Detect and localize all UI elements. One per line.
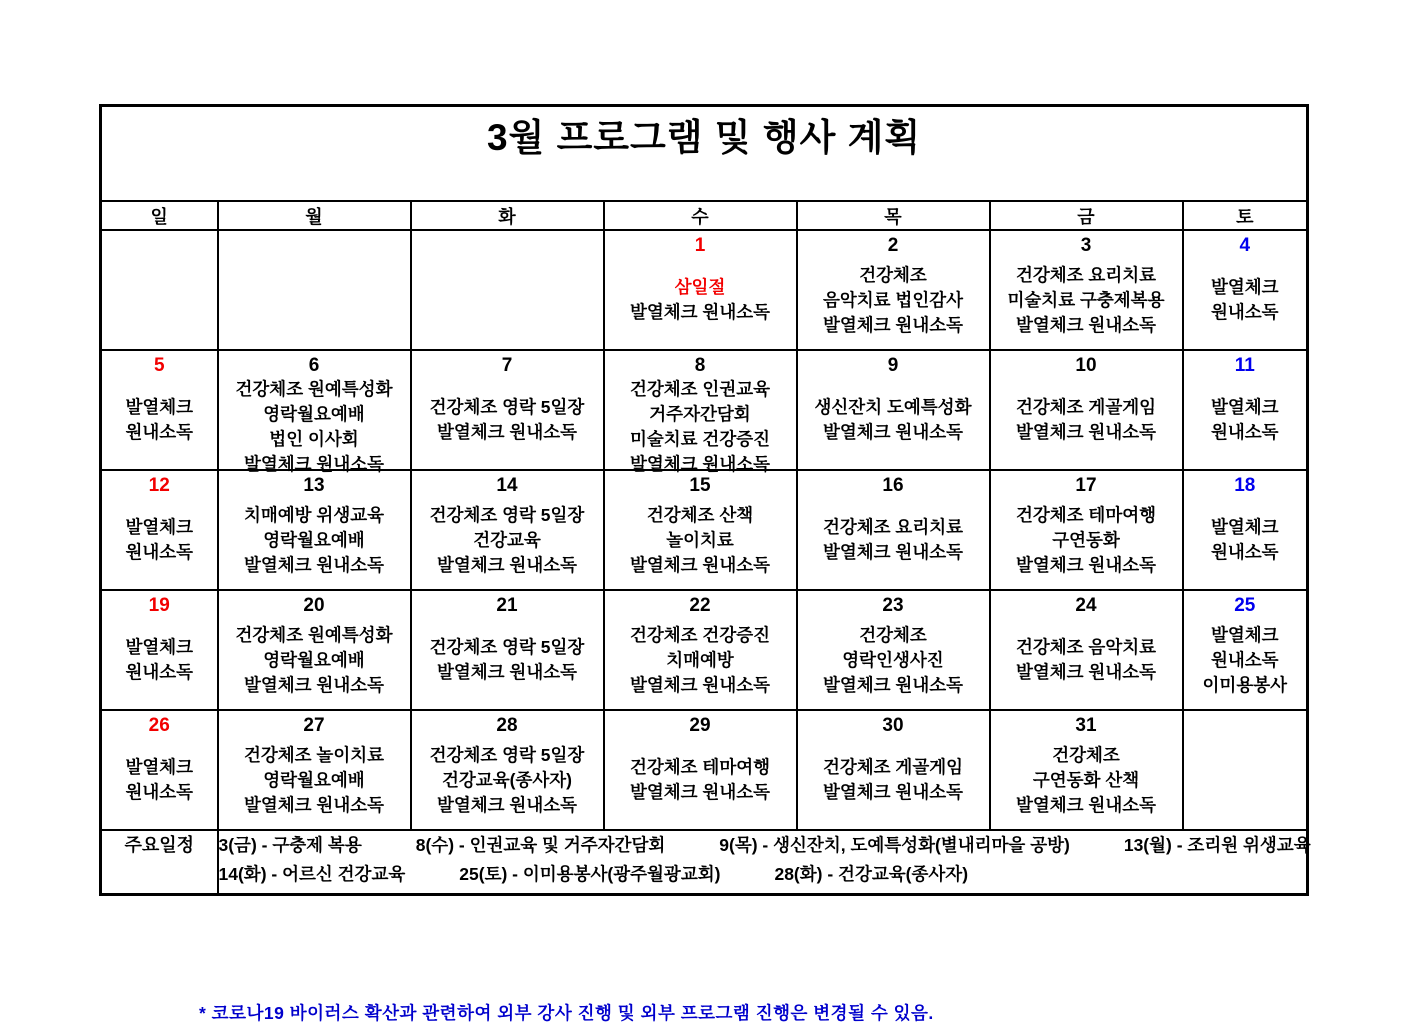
calendar-table: [99, 104, 1309, 896]
day-events: [1184, 377, 1307, 469]
event-line: 영락월요예배: [263, 404, 365, 424]
day-number: 22: [689, 595, 711, 616]
event-line: 원내소독: [125, 542, 194, 562]
event-line: 발열체크 원내소독: [1015, 422, 1157, 442]
day-number: 4: [1239, 235, 1251, 256]
day-number: 3: [1080, 235, 1092, 256]
day-cell-inner: [1184, 231, 1307, 349]
event-line: 놀이치료: [666, 529, 734, 550]
day-cell-inner: [798, 231, 989, 349]
event-line: 발열체크 원내소독: [436, 794, 578, 815]
event-line: 건강체조 영락 5일장: [429, 744, 585, 765]
day-cell-12: [101, 470, 218, 590]
day-number: 9: [887, 355, 899, 376]
week-row-3: [101, 470, 1308, 590]
footer-schedule-line-2: [219, 860, 1307, 889]
footer-schedule-entry: 9(목) - 생신잔치, 도예특성화(별내리마을 공방): [719, 835, 1070, 855]
day-number: 6: [308, 355, 320, 376]
day-cell-inner: [102, 231, 217, 349]
day-cell-inner: [412, 351, 603, 469]
event-line: 건강체조 영락 5일장: [429, 504, 585, 525]
event-line: 발열체크 원내소독: [822, 314, 964, 335]
day-cell-inner: [991, 471, 1182, 589]
event-line: 건강체조 원예특성화: [235, 379, 393, 399]
day-cell-inner: [412, 231, 603, 349]
event-line: 건강체조 영락 5일장: [429, 637, 585, 657]
day-number: 1: [694, 235, 706, 256]
event-line: 원내소독: [125, 782, 194, 802]
event-line: 원내소독: [1210, 542, 1279, 562]
event-line: 발열체크 원내소독: [1015, 554, 1157, 575]
day-cell-inner: [412, 591, 603, 709]
day-number: 8: [694, 355, 706, 376]
day-cell-inner: [219, 711, 410, 829]
event-line: 음악치료 법인감사: [822, 289, 964, 310]
day-cell-inner: [1184, 471, 1307, 589]
day-events: [412, 617, 603, 709]
day-cell-inner: [991, 711, 1182, 829]
event-line: 이미용봉사: [1202, 674, 1288, 695]
day-number: 23: [882, 595, 904, 616]
weekday-header-row: [101, 201, 1308, 230]
day-number: 2: [887, 235, 899, 256]
day-number: 20: [303, 595, 325, 616]
day-cell-inner: [102, 471, 217, 589]
day-number: 28: [496, 715, 518, 736]
footer-row: [101, 830, 1308, 894]
day-number: 19: [148, 595, 170, 616]
day-events: [991, 377, 1182, 469]
day-cell-inner: [219, 351, 410, 474]
title-row: [101, 106, 1308, 202]
day-cell-15: [604, 470, 797, 590]
day-events: [798, 377, 989, 469]
event-line: 치매예방 위생교육: [243, 504, 385, 525]
day-events: [991, 497, 1182, 589]
day-cell-31: [990, 710, 1183, 830]
event-line: 발열체크 원내소독: [243, 794, 385, 815]
day-events: [412, 737, 603, 829]
day-events: [102, 737, 217, 829]
event-line: 건강체조 산책: [646, 504, 754, 525]
day-cell-inner: [605, 711, 796, 829]
day-cell-inner: [991, 231, 1182, 349]
day-cell-inner: [219, 231, 410, 349]
week-row-5: [101, 710, 1308, 830]
day-cell-26: [101, 710, 218, 830]
day-cell-inner: [102, 351, 217, 469]
footer-schedule-entry: 25(토) - 이미용봉사(광주월광교회): [459, 864, 721, 884]
weekday-header-4: 목: [797, 201, 990, 230]
day-number: 7: [501, 355, 513, 376]
event-line: 건강체조: [859, 624, 927, 645]
day-events: [798, 617, 989, 709]
day-cell-empty: [218, 230, 411, 350]
event-line: 발열체크 원내소독: [629, 674, 771, 695]
event-line: 건강교육(종사자): [442, 769, 572, 790]
event-line: 발열체크: [125, 397, 194, 417]
event-line: 미술치료 건강증진: [629, 429, 771, 449]
day-number: 13: [303, 475, 325, 496]
day-number: 10: [1075, 355, 1097, 376]
day-number: 27: [303, 715, 325, 736]
day-cell-inner: [412, 471, 603, 589]
day-events: [991, 617, 1182, 709]
day-events: [219, 497, 410, 589]
day-events: [412, 377, 603, 469]
event-line: 발열체크 원내소독: [1015, 794, 1157, 815]
day-number: 17: [1075, 475, 1097, 496]
event-line: 원내소독: [125, 422, 194, 442]
day-cell-inner: [219, 591, 410, 709]
day-cell-16: [797, 470, 990, 590]
day-cell-inner: [991, 591, 1182, 709]
event-line: 발열체크 원내소독: [822, 422, 964, 442]
day-cell-inner: [102, 711, 217, 829]
day-number: 11: [1234, 355, 1255, 376]
day-events: [219, 377, 410, 483]
day-events: [605, 617, 796, 709]
day-cell-19: [101, 590, 218, 710]
day-cell-24: [990, 590, 1183, 710]
event-line: 건강체조 테마여행: [629, 757, 771, 777]
day-cell-3: [990, 230, 1183, 350]
day-cell-inner: [991, 351, 1182, 469]
day-cell-inner: [605, 591, 796, 709]
event-line: 건강체조 인권교육: [629, 379, 771, 399]
footer-schedule-content: [218, 830, 1311, 894]
event-line: 원내소독: [125, 662, 194, 682]
day-events: [102, 617, 217, 709]
event-line: 발열체크: [125, 757, 194, 777]
day-cell-empty: [101, 230, 218, 350]
event-line: 원내소독: [1210, 422, 1279, 442]
event-line: 발열체크: [1210, 517, 1279, 537]
event-line: 미술치료 구충제복용: [1007, 289, 1165, 310]
weekday-header-2: 화: [411, 201, 604, 230]
event-line: 건강체조 원예특성화: [235, 624, 393, 645]
day-cell-inner: [605, 351, 796, 474]
event-line: 발열체크 원내소독: [436, 662, 578, 682]
event-line: 건강체조 요리치료: [1015, 264, 1157, 285]
event-line: 건강체조: [859, 264, 927, 285]
event-line: 법인 이사회: [269, 429, 359, 449]
event-line: 건강체조 요리치료: [822, 517, 964, 537]
day-cell-29: [604, 710, 797, 830]
event-line: 영락월요예배: [263, 649, 365, 670]
day-cell-4: [1183, 230, 1308, 350]
day-events: [605, 497, 796, 589]
day-cell-2: [797, 230, 990, 350]
event-line: 발열체크 원내소독: [243, 454, 385, 474]
week-row-2: [101, 350, 1308, 470]
day-cell-13: [218, 470, 411, 590]
event-line: 발열체크 원내소독: [243, 554, 385, 575]
event-line: 발열체크 원내소독: [1015, 662, 1157, 682]
day-events: [991, 737, 1182, 829]
day-cell-inner: [1184, 711, 1307, 829]
event-line: 치매예방: [666, 649, 734, 670]
event-line: 영락인생사진: [842, 649, 944, 670]
day-events: [219, 737, 410, 829]
event-line: 원내소독: [1210, 302, 1279, 322]
event-line: 건강체조 게골게임: [1015, 397, 1157, 417]
day-number: 24: [1075, 595, 1097, 616]
event-line: 건강교육: [473, 529, 541, 550]
day-number: 21: [496, 595, 518, 616]
event-line: 건강체조 건강증진: [629, 624, 771, 645]
day-cell-30: [797, 710, 990, 830]
day-events: [991, 257, 1182, 349]
event-line: 발열체크 원내소독: [629, 454, 771, 474]
event-line: 발열체크 원내소독: [629, 302, 771, 322]
day-cell-inner: [798, 471, 989, 589]
day-number: 5: [153, 355, 165, 376]
day-events: [219, 617, 410, 709]
day-cell-inner: [102, 591, 217, 709]
event-line: 발열체크: [1210, 277, 1279, 297]
day-number: 30: [882, 715, 904, 736]
day-number: 31: [1075, 715, 1097, 736]
day-events: [1184, 497, 1307, 589]
footer-schedule-entry: 8(수) - 인권교육 및 거주자간담회: [415, 835, 666, 855]
day-number: 14: [496, 475, 518, 496]
day-events: [412, 497, 603, 589]
day-events: [102, 377, 217, 469]
day-cell-25: [1183, 590, 1308, 710]
event-line: 건강체조 게골게임: [822, 757, 964, 777]
covid-note: * 코로나19 바이러스 확산과 관련하여 외부 강사 진행 및 외부 프로그램 진행은 변경될 수 있음.: [199, 1003, 934, 1023]
day-number: 29: [689, 715, 711, 736]
day-cell-inner: [605, 231, 796, 349]
day-number: 26: [148, 715, 170, 736]
day-events: [1184, 617, 1307, 709]
day-cell-18: [1183, 470, 1308, 590]
event-line: 발열체크 원내소독: [436, 554, 578, 575]
event-line: 건강체조 영락 5일장: [429, 397, 585, 417]
day-cell-22: [604, 590, 797, 710]
day-cell-11: [1183, 350, 1308, 470]
day-cell-27: [218, 710, 411, 830]
event-line: 발열체크 원내소독: [822, 674, 964, 695]
event-line: 발열체크: [1210, 397, 1279, 417]
day-cell-28: [411, 710, 604, 830]
day-cell-9: [797, 350, 990, 470]
footer-label: 주요일정: [101, 830, 218, 894]
event-line: 원내소독: [1210, 649, 1279, 670]
day-events: [605, 737, 796, 829]
calendar-page: [99, 104, 1311, 1023]
day-cell-21: [411, 590, 604, 710]
event-line: 건강체조: [1052, 744, 1120, 765]
day-events: [605, 377, 796, 483]
event-line: 건강체조 테마여행: [1015, 504, 1157, 525]
event-line: 발열체크: [125, 517, 194, 537]
day-cell-inner: [605, 471, 796, 589]
day-cell-inner: [412, 711, 603, 829]
event-line: 발열체크 원내소독: [243, 674, 385, 695]
day-events: [798, 497, 989, 589]
day-cell-10: [990, 350, 1183, 470]
day-number: 25: [1234, 595, 1256, 616]
calendar-title: 3월 프로그램 및 행사 계획: [101, 106, 1308, 202]
day-cell-inner: [798, 351, 989, 469]
day-cell-empty: [1183, 710, 1308, 830]
event-line: 구연동화 산책: [1032, 769, 1140, 790]
day-cell-5: [101, 350, 218, 470]
day-number: 12: [148, 475, 170, 496]
day-cell-23: [797, 590, 990, 710]
day-cell-8: [604, 350, 797, 474]
day-cell-7: [411, 350, 604, 470]
day-events: [798, 737, 989, 829]
event-line: 건강체조 놀이치료: [243, 744, 385, 765]
weekday-header-6: 토: [1183, 201, 1308, 230]
day-cell-14: [411, 470, 604, 590]
event-line: 발열체크: [125, 637, 194, 657]
weekday-header-0: 일: [101, 201, 218, 230]
footer-schedule-line-1: [218, 831, 1311, 860]
week-row-1: [101, 230, 1308, 350]
day-number: 15: [689, 475, 711, 496]
day-cell-1: [604, 230, 797, 350]
event-line: 발열체크 원내소독: [629, 554, 771, 575]
event-line: 영락월요예배: [263, 769, 365, 790]
footer-schedule-entry: 3(금) - 구충제 복용: [218, 835, 362, 855]
day-cell-17: [990, 470, 1183, 590]
week-row-4: [101, 590, 1308, 710]
day-events: [605, 257, 796, 349]
day-cell-inner: [798, 711, 989, 829]
event-line: 발열체크: [1210, 624, 1279, 645]
day-events: [1184, 257, 1307, 349]
event-line: 생신잔치 도예특성화: [814, 397, 972, 417]
weekday-header-5: 금: [990, 201, 1183, 230]
event-line: 영락월요예배: [263, 529, 365, 550]
weekday-header-3: 수: [604, 201, 797, 230]
event-line: 발열체크 원내소독: [629, 782, 771, 802]
event-line: 구연동화: [1052, 529, 1120, 550]
event-line: 발열체크 원내소독: [436, 422, 578, 442]
day-number: 16: [882, 475, 904, 496]
footer-schedule-entry: 28(화) - 건강교육(종사자): [774, 864, 969, 884]
day-cell-inner: [798, 591, 989, 709]
event-line: 발열체크 원내소독: [822, 782, 964, 802]
day-cell-inner: [1184, 351, 1307, 469]
event-line: 거주자간담회: [649, 404, 751, 424]
day-events: [798, 257, 989, 349]
event-line: 발열체크 원내소독: [822, 542, 964, 562]
event-line: 발열체크 원내소독: [1015, 314, 1157, 335]
day-cell-empty: [411, 230, 604, 350]
day-cell-20: [218, 590, 411, 710]
weekday-header-1: 월: [218, 201, 411, 230]
footer-schedule-entry: 13(월) - 조리원 위생교육: [1123, 835, 1311, 855]
day-cell-inner: [219, 471, 410, 589]
day-number: 18: [1234, 475, 1256, 496]
day-cell-inner: [1184, 591, 1307, 709]
event-line: 건강체조 음악치료: [1015, 637, 1157, 657]
event-line: 삼일절: [674, 277, 726, 297]
day-cell-6: [218, 350, 411, 474]
day-events: [102, 497, 217, 589]
footer-schedule-entry: 14(화) - 어르신 건강교육: [218, 864, 406, 884]
